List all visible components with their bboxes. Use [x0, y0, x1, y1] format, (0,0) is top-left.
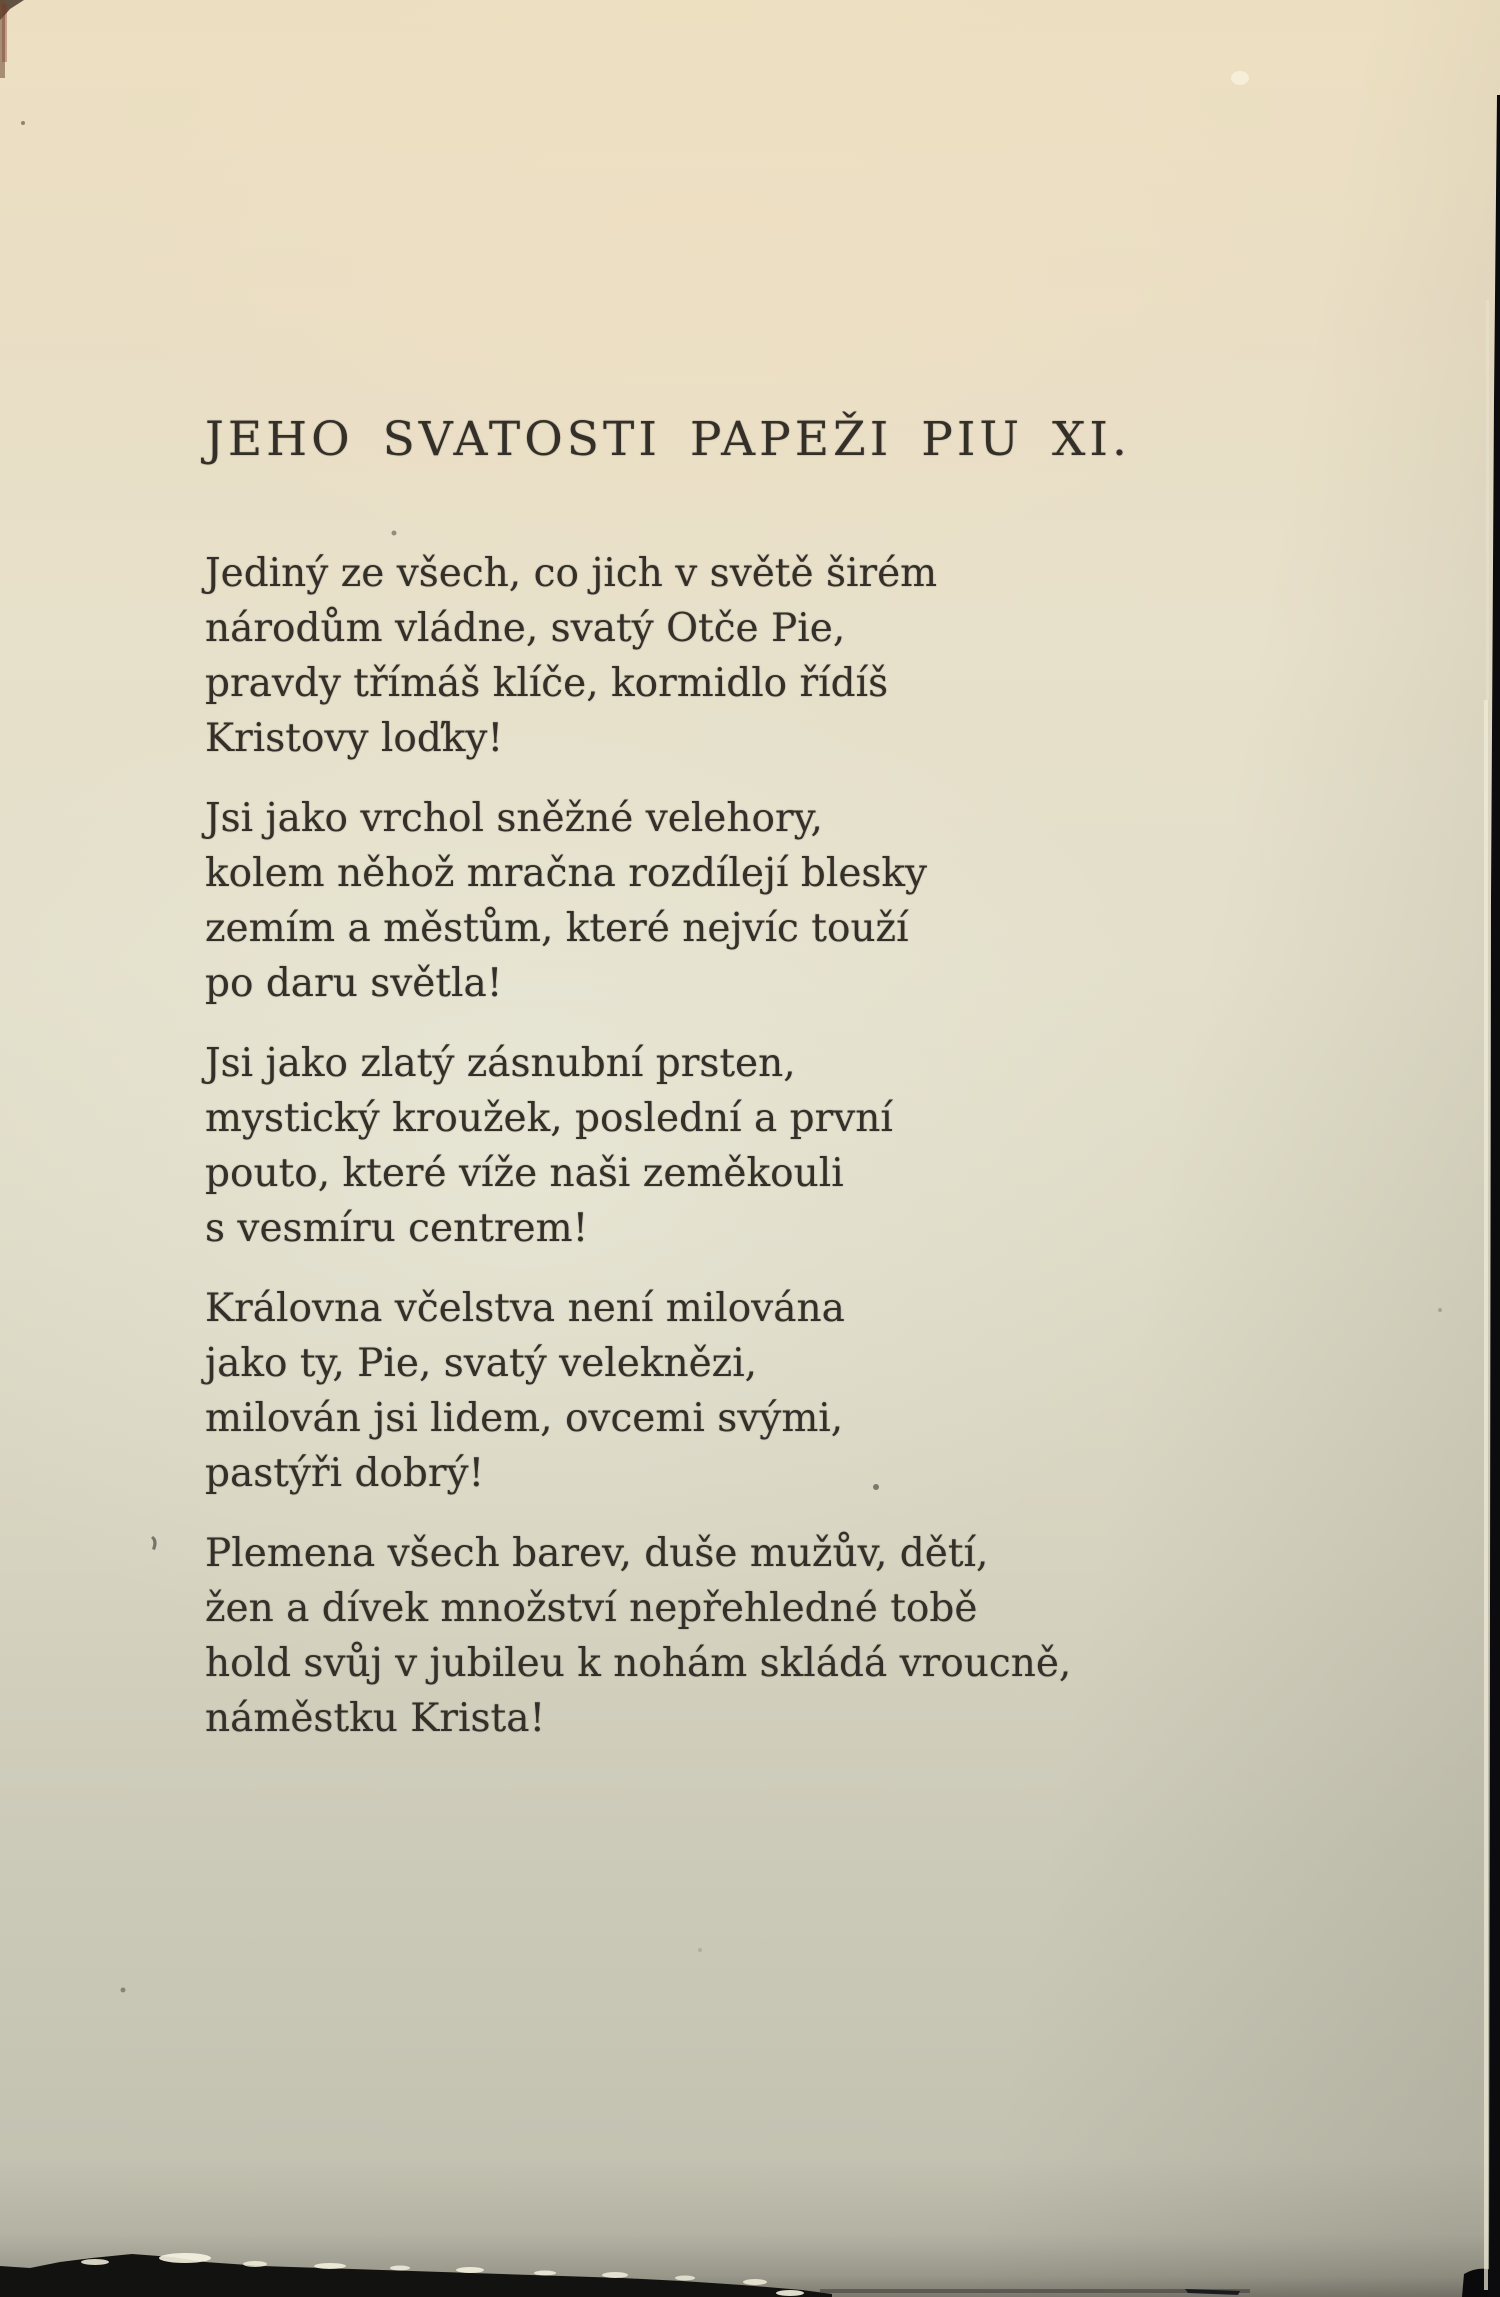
poem-line: hold svůj v jubileu k nohám skládá vroucně,: [205, 1641, 1072, 1686]
poem-line: milován jsi lidem, ovcemi svými,: [205, 1396, 844, 1441]
poem-line: pastýři dobrý!: [205, 1451, 485, 1496]
poem-title: JEHO SVATOSTI PAPEŽI PIU XI.: [205, 412, 1131, 467]
right-book-edge: [1489, 95, 1500, 2297]
corner-smudge: [0, 0, 24, 20]
poem-line: Plemena všech barev, duše mužův, dětí,: [205, 1531, 989, 1576]
poem: [205, 412, 1305, 1771]
poem-line: mystický kroužek, poslední a první: [205, 1096, 893, 1141]
left-edge-streak-tint: [2, 4, 7, 62]
stanza-1: [205, 546, 1305, 766]
poem-line: náměstku Krista!: [205, 1696, 546, 1741]
poem-line: pravdy třímáš klíče, kormidlo řídíš: [205, 661, 889, 706]
poem-line: zemím a městům, které nejvíc touží: [205, 906, 909, 951]
stanza-5: [205, 1526, 1305, 1746]
poem-line: s vesmíru centrem!: [205, 1206, 589, 1251]
right-edge-highlight: [1484, 700, 1488, 2290]
poem-line: Královna včelstva není milována: [205, 1286, 845, 1331]
poem-line: po daru světla!: [205, 961, 503, 1006]
stanza-3: [205, 1036, 1305, 1256]
stanza-2: [205, 791, 1305, 1011]
poem-line: Jsi jako zlatý zásnubní prsten,: [205, 1041, 796, 1086]
poem-line: národům vládne, svatý Otče Pie,: [205, 606, 846, 651]
stanza-4: [205, 1281, 1305, 1501]
bottom-shadow: [0, 2157, 1500, 2297]
poem-line: žen a dívek množství nepřehledné tobě: [205, 1586, 978, 1631]
left-edge-streak: [0, 0, 5, 78]
poem-line: jako ty, Pie, svatý veleknězi,: [205, 1341, 758, 1386]
poem-line: Jediný ze všech, co jich v světě širém: [205, 551, 938, 596]
poem-line: Kristovy loďky!: [205, 716, 504, 761]
poem-line: Jsi jako vrchol sněžné velehory,: [205, 796, 823, 841]
poem-line: kolem něhož mračna rozdílejí blesky: [205, 851, 928, 896]
poem-line: pouto, které víže naši zeměkouli: [205, 1151, 844, 1196]
right-edge-highlight-upper: [1486, 300, 1489, 700]
